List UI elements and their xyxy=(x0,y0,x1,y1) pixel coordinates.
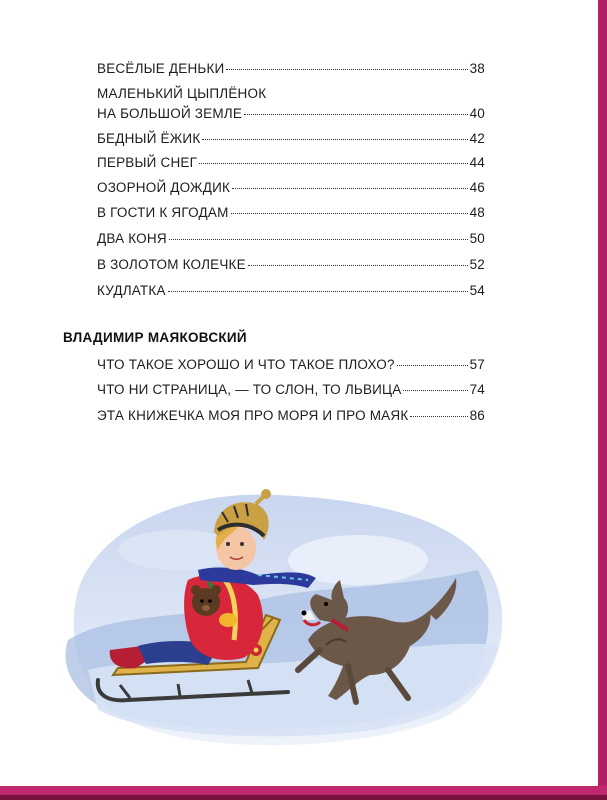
toc-entry-page: 42 xyxy=(469,131,485,146)
dot-leader xyxy=(202,139,467,140)
dot-leader xyxy=(168,291,468,292)
toc-entry-title: ЧТО ТАКОЕ ХОРОШО И ЧТО ТАКОЕ ПЛОХО? xyxy=(97,357,395,372)
toc-entry-page: 54 xyxy=(469,283,485,298)
toc-entry[interactable] xyxy=(97,131,485,146)
book-edge-shadow xyxy=(0,795,607,800)
dot-leader xyxy=(410,416,467,417)
dot-leader xyxy=(403,390,467,391)
dot-leader xyxy=(169,239,468,240)
toc-entry-title: ЭТА КНИЖЕЧКА МОЯ ПРО МОРЯ И ПРО МАЯК xyxy=(97,408,409,423)
dot-leader xyxy=(226,69,467,70)
toc-entry-page: 38 xyxy=(469,61,485,76)
toc-entry[interactable] xyxy=(97,382,485,397)
toc-entry-page: 57 xyxy=(469,357,485,372)
toc-entry-title: НА БОЛЬШОЙ ЗЕМЛЕ xyxy=(97,106,243,121)
toc-entry[interactable] xyxy=(97,408,485,423)
toc-entry-title: ОЗОРНОЙ ДОЖДИК xyxy=(97,180,231,195)
dot-leader xyxy=(244,114,468,115)
toc-entry[interactable] xyxy=(97,106,485,121)
toc-entry-page: 44 xyxy=(469,155,485,170)
dot-leader xyxy=(232,188,468,189)
toc-entry[interactable] xyxy=(97,231,485,246)
toc-entry[interactable] xyxy=(97,61,485,76)
toc-entry-title: КУДЛАТКА xyxy=(97,283,166,298)
dot-leader xyxy=(397,365,468,366)
toc-entry[interactable] xyxy=(97,283,485,298)
dot-leader xyxy=(199,163,467,164)
toc-entry-title: БЕДНЫЙ ЁЖИК xyxy=(97,131,201,146)
toc-entry-page: 74 xyxy=(469,382,485,397)
toc-entry-page: 50 xyxy=(469,231,485,246)
toc-entry-page: 48 xyxy=(469,205,485,220)
toc-entry-page: 46 xyxy=(469,180,485,195)
dot-leader xyxy=(248,265,468,266)
toc-entry-title: В ГОСТИ К ЯГОДАМ xyxy=(97,205,229,220)
book-edge-right xyxy=(598,0,607,800)
toc-entry[interactable] xyxy=(97,180,485,195)
toc-entry-title: В ЗОЛОТОМ КОЛЕЧКЕ xyxy=(97,257,246,272)
toc-entry-title: ЧТО НИ СТРАНИЦА, — ТО СЛОН, ТО ЛЬВИЦА xyxy=(97,382,402,397)
child-on-sled-with-dog-icon xyxy=(58,470,518,760)
toc-entry-page: 40 xyxy=(469,106,485,121)
toc-entry[interactable] xyxy=(97,155,485,170)
toc-entry-title: ВЕСЁЛЫЕ ДЕНЬКИ xyxy=(97,61,225,76)
toc-entry[interactable] xyxy=(97,357,485,372)
toc-entry-title: ДВА КОНЯ xyxy=(97,231,167,246)
author-heading: ВЛАДИМИР МАЯКОВСКИЙ xyxy=(63,330,247,345)
dot-leader xyxy=(231,213,468,214)
toc-entry-title: ПЕРВЫЙ СНЕГ xyxy=(97,155,198,170)
toc-entry-page: 52 xyxy=(469,257,485,272)
toc-entry-page: 86 xyxy=(469,408,485,423)
toc-entry[interactable] xyxy=(97,257,485,272)
toc-entry-title-line1[interactable]: МАЛЕНЬКИЙ ЦЫПЛЁНОК xyxy=(97,86,267,101)
toc-entry[interactable] xyxy=(97,205,485,220)
